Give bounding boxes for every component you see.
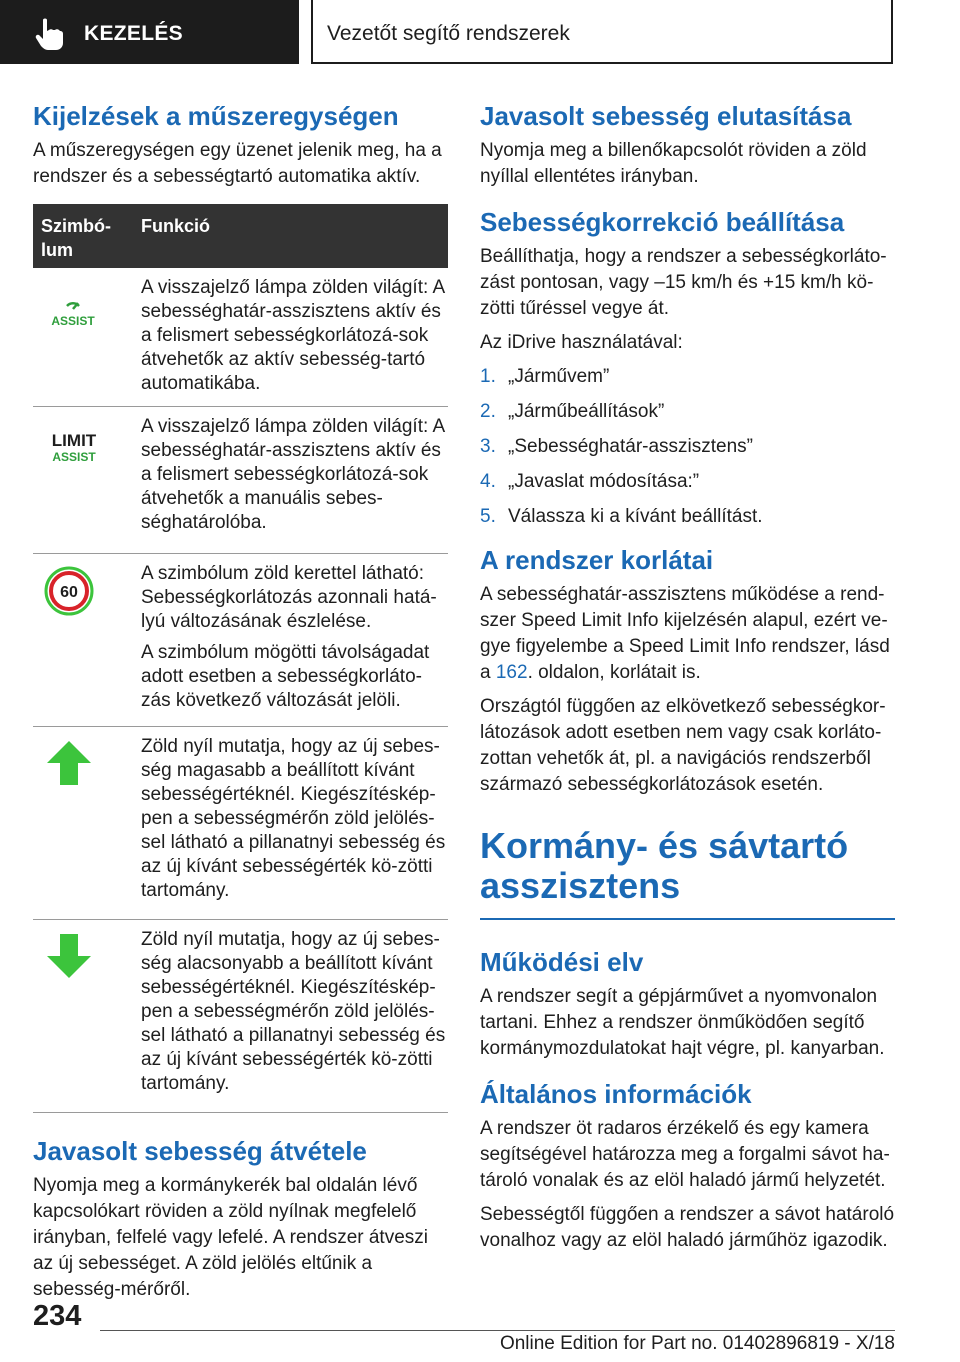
limit-assist-icon <box>43 429 103 469</box>
green-arrow-down-icon <box>45 932 93 980</box>
function-text: A szimbólum zöld kerettel látható: Sebességkorlátozás azonnali hatá-lyú változásának észlelése. <box>141 563 437 632</box>
table-cell-function <box>133 268 448 406</box>
step-number: 5. <box>480 506 496 527</box>
principle-text: A rendszer segít a gépjárművet a nyomvonalon tartani. Ehhez a rendszer önműködően segítő kormánymozdulatokat hajt végre, pl. kanyarban. <box>480 986 885 1059</box>
principle-heading: Működési elv <box>480 947 644 977</box>
reject-heading: Javasolt sebesség elutasítása <box>480 101 852 131</box>
table-cell-function <box>133 554 448 726</box>
table-cell-function <box>133 920 448 1112</box>
table-cell-symbol <box>33 920 133 1112</box>
table-cell-function <box>133 727 448 919</box>
speed-limit-60-icon <box>44 566 94 616</box>
reject-text: Nyomja meg a billenőkapcsolót röviden a zöld nyíllal ellentétes irányban. <box>480 140 867 187</box>
limits-text <box>480 582 895 686</box>
table-row <box>33 407 448 554</box>
step-text: „Sebességhatár-asszisztens” <box>508 436 753 457</box>
step-number: 1. <box>480 366 496 387</box>
limits-heading: A rendszer korlátai <box>480 545 714 575</box>
chapter-heading <box>480 826 895 906</box>
list-item <box>480 504 895 530</box>
general-text-2: Sebességtől függően a rendszer a sávot határoló vonalhoz vagy az elöl haladó járműhöz igazodik. <box>480 1204 895 1251</box>
list-item <box>480 434 895 460</box>
table-cell-function <box>133 407 448 553</box>
green-arrow-up-icon <box>45 739 93 787</box>
limits-text-2: Országtól függően az elkövetkező sebességkor-látozások adott esetben nem vagy csak korláto-zottan vehetők át, pl. a navigációs rendszerből származó sebességkorlátozások esetén. <box>480 696 886 795</box>
list-item <box>480 364 895 390</box>
function-text: A visszajelző lámpa zölden világít: A sebességhatár-asszisztens aktív és a felismert sebességkorlátozá-sok átvehetők az aktív sebesség-tartó automatikába. <box>141 277 445 394</box>
table-header <box>33 204 448 268</box>
table-row <box>33 268 448 407</box>
idrive-text: Az iDrive használatával: <box>480 332 683 353</box>
assist-symbol-text: ASSIST <box>51 314 95 328</box>
step-text: „Járművem” <box>508 366 610 387</box>
assist-symbol-text: ASSIST <box>52 450 96 464</box>
general-text-1: A rendszer öt radaros érzékelő és egy kamera segítségével határozza meg a forgalmi sávot ha-tároló vonalak és az elöl haladó jármű helyzetét. <box>480 1118 890 1191</box>
table-row <box>33 727 448 920</box>
limits-text-start: A sebességhatár-asszisztens működése a rend-szer Speed Limit Info kijelzésén alapul, ezért ve-gye figyelembe a Speed Limit Info rendszer, lásd a <box>480 584 890 683</box>
step-text: „Járműbeállítások” <box>508 401 665 422</box>
speed-limit-value: 60 <box>60 584 78 601</box>
chapter-heading-line-1: Kormány- és sávtartó <box>480 825 849 866</box>
assist-lamp-icon <box>43 294 103 328</box>
function-text: A visszajelző lámpa zölden világít: A sebességhatár-asszisztens aktív és a felismert sebességkorlátozá-sok átvehetők a manuális sebes-séghatárolóba. <box>141 416 445 533</box>
correction-text: Beállíthatja, hogy a rendszer a sebességkorláto-zást pontosan, vagy –15 km/h és +15 km/h kö-zötti tűréssel vegye át. <box>480 246 887 319</box>
accept-heading: Javasolt sebesség átvétele <box>33 1136 367 1166</box>
step-text: Válassza ki a kívánt beállítást. <box>508 506 763 527</box>
right-column <box>480 100 895 1262</box>
table-cell-symbol <box>33 268 133 406</box>
table-row <box>33 554 448 727</box>
chapter-header <box>311 0 893 64</box>
step-text: „Javaslat módosítása:” <box>508 471 700 492</box>
table-row <box>33 920 448 1113</box>
chapter-divider <box>480 918 895 920</box>
function-text: Zöld nyíl mutatja, hogy az új sebes-ség magasabb a beállított kívánt sebességértéknél. Kiegészítéskép-pen a sebességmérőn zöld jelölés-sel látható a pillanatnyi sebesség és az új kívánt sebességérték kö-zötti tartomány. <box>141 736 446 901</box>
step-number: 3. <box>480 436 496 457</box>
intro-text: A műszeregységen egy üzenet jelenik meg, ha a rendszer és a sebességtartó automatika aktív. <box>33 140 442 187</box>
table-cell-symbol <box>33 727 133 919</box>
function-text: A szimbólum mögötti távolságadat adott esetben a sebességkorláto-zás következő változását jelöli. <box>141 642 430 711</box>
step-number: 2. <box>480 401 496 422</box>
symbol-table <box>33 204 448 1113</box>
section-heading: Kijelzések a műszeregységen <box>33 101 399 131</box>
general-heading: Általános információk <box>480 1079 752 1109</box>
list-item <box>480 469 895 495</box>
page-reference-link[interactable]: 162 <box>495 662 528 683</box>
limits-text-end: . oldalon, korlátait is. <box>527 662 701 683</box>
edition-text: Online Edition for Part no. 01402896819 - X/18 <box>499 1333 895 1354</box>
footer-divider <box>100 1330 895 1331</box>
limit-symbol-text: LIMIT <box>51 431 97 450</box>
column-header-symbol: Szimbó-lum <box>41 216 111 260</box>
settings-steps <box>480 364 895 530</box>
correction-heading: Sebességkorrekció beállítása <box>480 207 845 237</box>
table-cell-symbol <box>33 554 133 726</box>
section-tab <box>0 0 299 64</box>
step-number: 4. <box>480 471 496 492</box>
function-text: Zöld nyíl mutatja, hogy az új sebes-ség alacsonyabb a beállított kívánt sebességértéknél. Kiegészítéskép-pen a sebességmérőn zöld jelölés-sel látható a pillanatnyi sebesség és az új kívánt sebességérték kö-zötti tartomány. <box>141 929 446 1094</box>
page-number: 234 <box>33 1300 82 1332</box>
hand-pointer-icon <box>34 17 64 51</box>
table-cell-symbol <box>33 407 133 553</box>
section-label: KEZELÉS <box>84 22 183 45</box>
list-item <box>480 399 895 425</box>
accept-text: Nyomja meg a kormánykerék bal oldalán lévő kapcsolókart röviden a zöld nyílnak megfelelő irányban, felfelé vagy lefelé. A rendszer átveszi az új sebességet. A zöld jelölés eltűnik a sebesség-mérőről. <box>33 1175 429 1300</box>
left-column <box>33 100 448 1311</box>
column-header-function: Funkció <box>141 216 211 236</box>
chapter-heading-line-2: asszisztens <box>480 865 681 906</box>
chapter-title: Vezetőt segítő rendszerek <box>327 22 570 45</box>
